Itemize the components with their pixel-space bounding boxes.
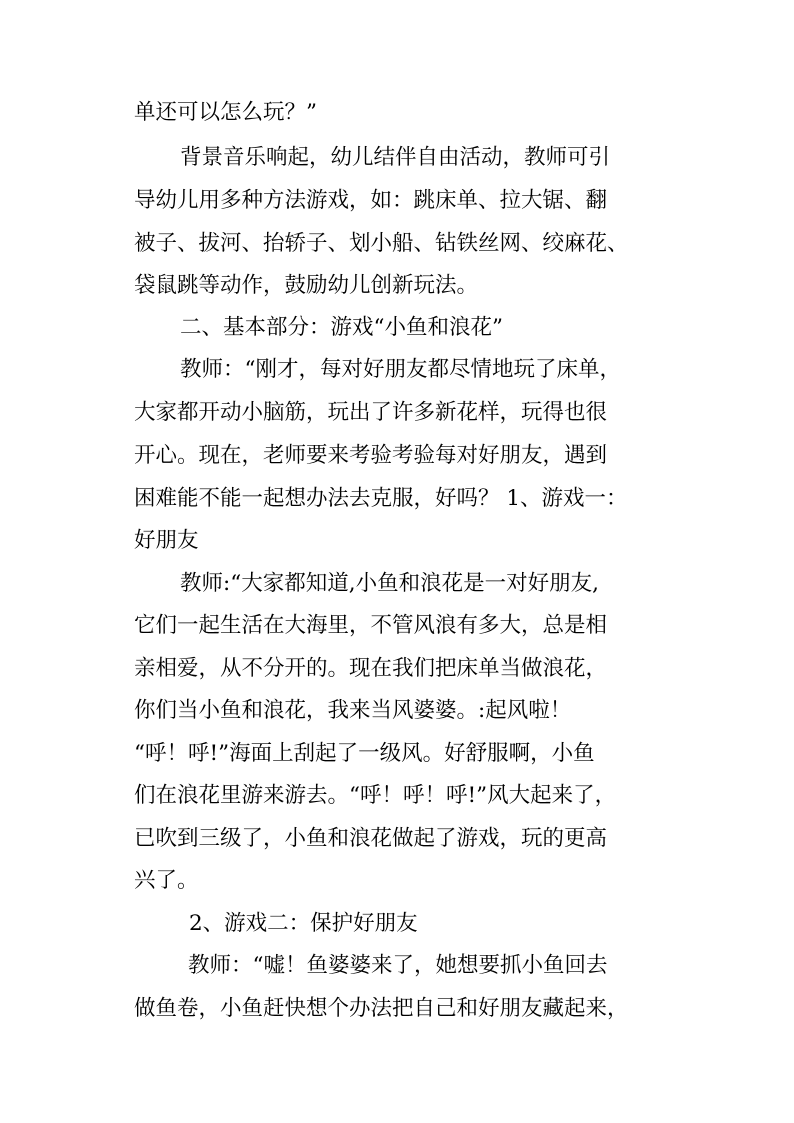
text-line: 困难能不能一起想办法去克服，好吗？ 1、游戏一： xyxy=(134,486,628,511)
text-line: 做鱼卷，小鱼赶快想个办法把自己和好朋友藏起来， xyxy=(134,996,629,1021)
section-heading: 2、游戏二：保护好朋友 xyxy=(189,911,418,936)
text-line: 开心。现在，老师要来考验考验每对好朋友，遇到 xyxy=(134,443,608,468)
text-line: 们在浪花里游来游去。“呼！呼！呼!”风大起来了， xyxy=(134,783,617,808)
text-line: 单还可以怎么玩？” xyxy=(134,100,317,125)
text-line: 导幼儿用多种方法游戏，如：跳床单、拉大锯、翻 xyxy=(134,188,608,213)
text-line: 教师：“刚才，每对好朋友都尽情地玩了床单， xyxy=(180,357,621,382)
text-line: 已吹到三级了，小鱼和浪花做起了游戏，玩的更高 xyxy=(134,826,608,851)
text-line: 袋鼠跳等动作，鼓励幼儿创新玩法。 xyxy=(134,273,479,298)
text-line: 教师:“大家都知道,小鱼和浪花是一对好朋友, xyxy=(180,571,599,596)
text-line: 兴了。 xyxy=(134,868,199,893)
text-line: 好朋友 xyxy=(134,528,199,553)
text-line: 教师：“嘘！鱼婆婆来了，她想要抓小鱼回去 xyxy=(188,953,608,978)
text-line: 亲相爱，从不分开的。现在我们把床单当做浪花， xyxy=(134,656,608,681)
text-line: 被子、拔河、抬轿子、划小船、钻铁丝网、绞麻花、 xyxy=(134,231,629,256)
text-line: 它们一起生活在大海里，不管风浪有多大，总是相 xyxy=(134,613,608,638)
text-line: 大家都开动小脑筋，玩出了许多新花样，玩得也很 xyxy=(134,400,608,425)
section-heading: 二、基本部分：游戏“小鱼和浪花” xyxy=(180,315,503,340)
text-line: 背景音乐响起，幼儿结伴自由活动，教师可引 xyxy=(180,145,611,170)
text-line: 你们当小鱼和浪花，我来当风婆婆。:起风啦！ xyxy=(134,698,572,723)
text-line: “呼！呼!”海面上刮起了一级风。好舒服啊，小鱼 xyxy=(134,741,595,766)
